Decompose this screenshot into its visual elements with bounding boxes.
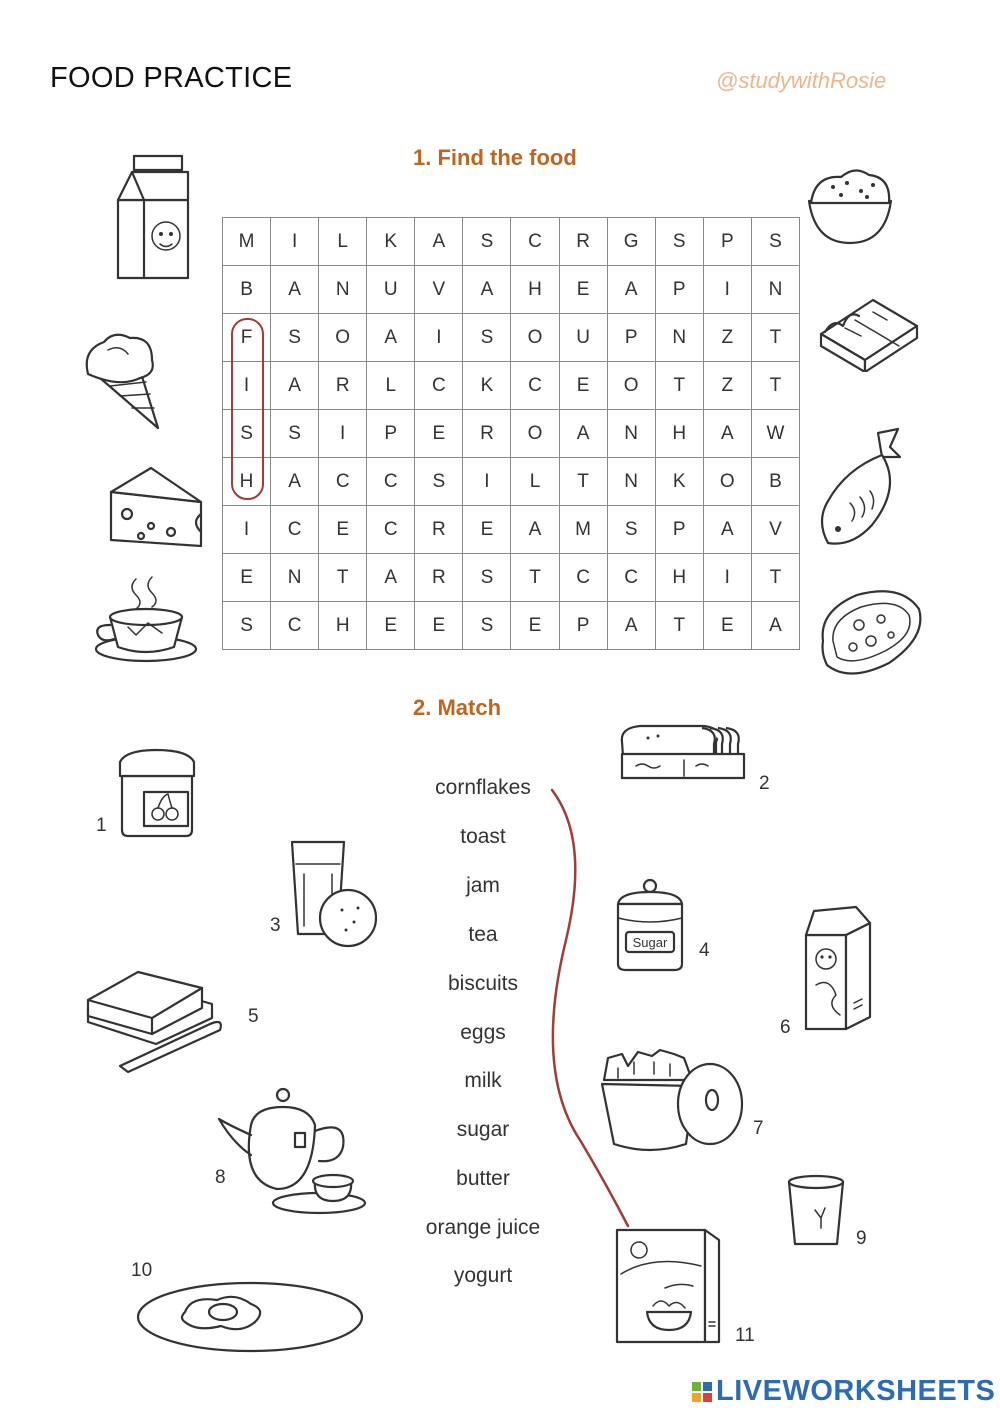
match-number-8: 8 bbox=[215, 1167, 226, 1188]
grid-cell[interactable]: A bbox=[607, 602, 655, 650]
match-word[interactable]: sugar bbox=[456, 1118, 510, 1141]
tea-cup-icon bbox=[88, 575, 198, 665]
grid-cell[interactable]: S bbox=[463, 554, 511, 602]
grid-cell[interactable]: P bbox=[559, 602, 607, 650]
grid-cell[interactable]: B bbox=[223, 266, 271, 314]
grid-cell[interactable]: C bbox=[511, 362, 559, 410]
match-number-10: 10 bbox=[131, 1260, 153, 1281]
logo-blocks-icon bbox=[692, 1378, 714, 1404]
grid-cell[interactable]: P bbox=[703, 218, 751, 266]
toast-icon bbox=[618, 724, 750, 784]
grid-cell[interactable]: E bbox=[463, 506, 511, 554]
grid-row bbox=[223, 362, 800, 410]
match-word[interactable]: tea bbox=[468, 923, 498, 946]
grid-cell[interactable]: I bbox=[223, 506, 271, 554]
grid-cell[interactable]: C bbox=[559, 554, 607, 602]
grid-cell[interactable]: N bbox=[751, 266, 799, 314]
grid-cell[interactable]: I bbox=[703, 266, 751, 314]
grid-cell[interactable]: Z bbox=[703, 362, 751, 410]
match-word[interactable]: cornflakes bbox=[435, 776, 531, 799]
grid-cell[interactable]: H bbox=[655, 410, 703, 458]
match-word[interactable]: biscuits bbox=[447, 972, 519, 995]
brand-name: LIVEWORKSHEETS bbox=[716, 1374, 996, 1407]
grid-cell[interactable]: C bbox=[511, 218, 559, 266]
match-number-2: 2 bbox=[759, 773, 770, 794]
grid-cell[interactable]: R bbox=[559, 218, 607, 266]
grid-cell[interactable]: I bbox=[271, 218, 319, 266]
grid-row bbox=[223, 314, 800, 362]
grid-cell[interactable]: S bbox=[463, 218, 511, 266]
grid-cell[interactable]: T bbox=[655, 602, 703, 650]
teapot-icon bbox=[215, 1085, 375, 1220]
grid-cell[interactable]: V bbox=[751, 506, 799, 554]
grid-cell[interactable]: C bbox=[271, 602, 319, 650]
grid-cell[interactable]: A bbox=[703, 410, 751, 458]
grid-cell[interactable]: P bbox=[607, 314, 655, 362]
page-title: FOOD PRACTICE bbox=[50, 62, 293, 94]
grid-cell[interactable]: V bbox=[415, 266, 463, 314]
grid-cell[interactable]: I bbox=[463, 458, 511, 506]
grid-cell[interactable]: N bbox=[655, 314, 703, 362]
grid-cell[interactable]: N bbox=[607, 410, 655, 458]
fish-icon bbox=[816, 425, 908, 550]
example-answer-highlight bbox=[231, 318, 264, 500]
grid-cell[interactable]: H bbox=[511, 266, 559, 314]
orange-juice-icon bbox=[288, 838, 383, 948]
grid-cell[interactable]: A bbox=[463, 266, 511, 314]
grid-cell[interactable]: G bbox=[607, 218, 655, 266]
grid-cell[interactable]: C bbox=[415, 362, 463, 410]
grid-cell[interactable]: A bbox=[511, 506, 559, 554]
grid-cell[interactable]: C bbox=[271, 506, 319, 554]
grid-cell[interactable]: O bbox=[511, 314, 559, 362]
grid-cell[interactable]: N bbox=[319, 266, 367, 314]
grid-cell[interactable]: A bbox=[559, 410, 607, 458]
grid-cell[interactable]: S bbox=[271, 410, 319, 458]
grid-cell[interactable]: E bbox=[319, 506, 367, 554]
rice-bowl-icon bbox=[805, 163, 895, 248]
grid-row bbox=[223, 410, 800, 458]
fried-egg-icon bbox=[135, 1280, 365, 1355]
match-word[interactable]: toast bbox=[460, 825, 506, 848]
grid-cell[interactable]: E bbox=[223, 554, 271, 602]
example-match-line bbox=[540, 780, 640, 1230]
grid-cell[interactable]: B bbox=[751, 458, 799, 506]
match-word[interactable]: jam bbox=[466, 874, 500, 897]
grid-cell[interactable]: A bbox=[703, 506, 751, 554]
grid-row bbox=[223, 602, 800, 650]
grid-cell[interactable]: E bbox=[703, 602, 751, 650]
match-word[interactable]: orange juice bbox=[425, 1216, 541, 1239]
match-number-1: 1 bbox=[96, 815, 107, 836]
grid-cell[interactable]: H bbox=[655, 554, 703, 602]
grid-cell[interactable]: K bbox=[463, 362, 511, 410]
match-number-9: 9 bbox=[856, 1228, 867, 1249]
grid-cell[interactable]: T bbox=[751, 362, 799, 410]
grid-cell[interactable]: A bbox=[415, 218, 463, 266]
grid-cell[interactable]: L bbox=[511, 458, 559, 506]
grid-cell[interactable]: W bbox=[751, 410, 799, 458]
grid-cell[interactable]: I bbox=[319, 410, 367, 458]
grid-cell[interactable]: A bbox=[271, 362, 319, 410]
grid-row bbox=[223, 266, 800, 314]
grid-cell[interactable]: E bbox=[559, 266, 607, 314]
match-word[interactable]: eggs bbox=[460, 1021, 506, 1044]
ice-cream-icon bbox=[80, 330, 165, 435]
grid-cell[interactable]: T bbox=[511, 554, 559, 602]
grid-cell[interactable]: S bbox=[655, 218, 703, 266]
match-number-4: 4 bbox=[699, 940, 710, 961]
grid-cell[interactable]: P bbox=[655, 506, 703, 554]
match-word[interactable]: yogurt bbox=[453, 1264, 513, 1287]
grid-cell[interactable]: Z bbox=[703, 314, 751, 362]
cornflakes-box-icon bbox=[613, 1226, 725, 1346]
liveworksheets-logo bbox=[692, 1374, 995, 1408]
word-search-grid[interactable] bbox=[222, 217, 800, 650]
grid-cell[interactable]: O bbox=[703, 458, 751, 506]
grid-cell[interactable]: H bbox=[319, 602, 367, 650]
grid-cell[interactable]: S bbox=[463, 602, 511, 650]
grid-cell[interactable]: C bbox=[319, 458, 367, 506]
grid-cell[interactable]: U bbox=[367, 266, 415, 314]
match-number-5: 5 bbox=[248, 1006, 259, 1027]
grid-cell[interactable]: R bbox=[463, 410, 511, 458]
grid-cell[interactable]: O bbox=[607, 362, 655, 410]
match-number-11: 11 bbox=[735, 1325, 755, 1346]
grid-cell[interactable]: P bbox=[367, 410, 415, 458]
grid-row bbox=[223, 218, 800, 266]
grid-cell[interactable]: E bbox=[559, 362, 607, 410]
grid-row bbox=[223, 506, 800, 554]
chocolate-icon bbox=[815, 290, 925, 372]
milk-box-icon bbox=[800, 905, 875, 1035]
grid-cell[interactable]: M bbox=[559, 506, 607, 554]
author-credit: @studywithRosie bbox=[716, 68, 887, 93]
yogurt-icon bbox=[785, 1170, 850, 1250]
grid-cell[interactable]: E bbox=[415, 410, 463, 458]
grid-cell[interactable]: K bbox=[655, 458, 703, 506]
match-number-6: 6 bbox=[780, 1017, 791, 1038]
grid-row bbox=[223, 554, 800, 602]
butter-icon bbox=[80, 960, 245, 1075]
grid-cell[interactable]: A bbox=[271, 458, 319, 506]
grid-cell[interactable]: T bbox=[655, 362, 703, 410]
grid-cell[interactable]: U bbox=[559, 314, 607, 362]
sugar-label: Sugar bbox=[632, 935, 668, 950]
match-word[interactable]: butter bbox=[456, 1167, 510, 1190]
grid-cell[interactable]: H bbox=[223, 458, 271, 506]
pizza-icon bbox=[815, 585, 925, 680]
grid-cell[interactable]: L bbox=[319, 218, 367, 266]
grid-cell[interactable]: R bbox=[319, 362, 367, 410]
grid-cell[interactable]: E bbox=[415, 602, 463, 650]
grid-cell[interactable]: S bbox=[223, 602, 271, 650]
grid-cell[interactable]: R bbox=[415, 554, 463, 602]
grid-cell[interactable]: L bbox=[367, 362, 415, 410]
grid-cell[interactable]: A bbox=[607, 266, 655, 314]
section-heading-find: 1. Find the food bbox=[413, 145, 577, 170]
section-heading-match: 2. Match bbox=[413, 695, 502, 720]
grid-cell[interactable]: P bbox=[655, 266, 703, 314]
grid-cell[interactable]: C bbox=[367, 506, 415, 554]
grid-cell[interactable]: S bbox=[463, 314, 511, 362]
grid-cell[interactable]: S bbox=[607, 506, 655, 554]
grid-cell[interactable]: S bbox=[751, 218, 799, 266]
grid-cell[interactable]: S bbox=[271, 314, 319, 362]
grid-cell[interactable]: S bbox=[415, 458, 463, 506]
grid-cell[interactable]: I bbox=[223, 362, 271, 410]
grid-cell[interactable]: T bbox=[559, 458, 607, 506]
cheese-icon bbox=[105, 462, 205, 552]
grid-cell[interactable]: O bbox=[319, 314, 367, 362]
grid-cell[interactable]: M bbox=[223, 218, 271, 266]
jam-jar-icon bbox=[116, 746, 198, 838]
grid-cell[interactable]: A bbox=[271, 266, 319, 314]
grid-cell[interactable]: R bbox=[415, 506, 463, 554]
grid-cell[interactable]: C bbox=[607, 554, 655, 602]
grid-cell[interactable]: K bbox=[367, 218, 415, 266]
grid-row bbox=[223, 458, 800, 506]
grid-cell[interactable]: C bbox=[367, 458, 415, 506]
grid-cell[interactable]: O bbox=[511, 410, 559, 458]
grid-cell[interactable]: T bbox=[751, 554, 799, 602]
grid-cell[interactable]: E bbox=[511, 602, 559, 650]
match-number-3: 3 bbox=[270, 915, 281, 936]
grid-cell[interactable]: N bbox=[607, 458, 655, 506]
match-word[interactable]: milk bbox=[464, 1069, 502, 1092]
milk-carton-icon bbox=[110, 152, 195, 282]
match-number-7: 7 bbox=[753, 1118, 764, 1139]
grid-cell[interactable]: A bbox=[751, 602, 799, 650]
grid-cell[interactable]: E bbox=[367, 602, 415, 650]
grid-cell[interactable]: A bbox=[367, 314, 415, 362]
grid-cell[interactable]: T bbox=[751, 314, 799, 362]
grid-cell[interactable]: A bbox=[367, 554, 415, 602]
grid-cell[interactable]: N bbox=[271, 554, 319, 602]
grid-cell[interactable]: I bbox=[703, 554, 751, 602]
grid-cell[interactable]: S bbox=[223, 410, 271, 458]
grid-cell[interactable]: F bbox=[223, 314, 271, 362]
grid-cell[interactable]: I bbox=[415, 314, 463, 362]
grid-cell[interactable]: T bbox=[319, 554, 367, 602]
